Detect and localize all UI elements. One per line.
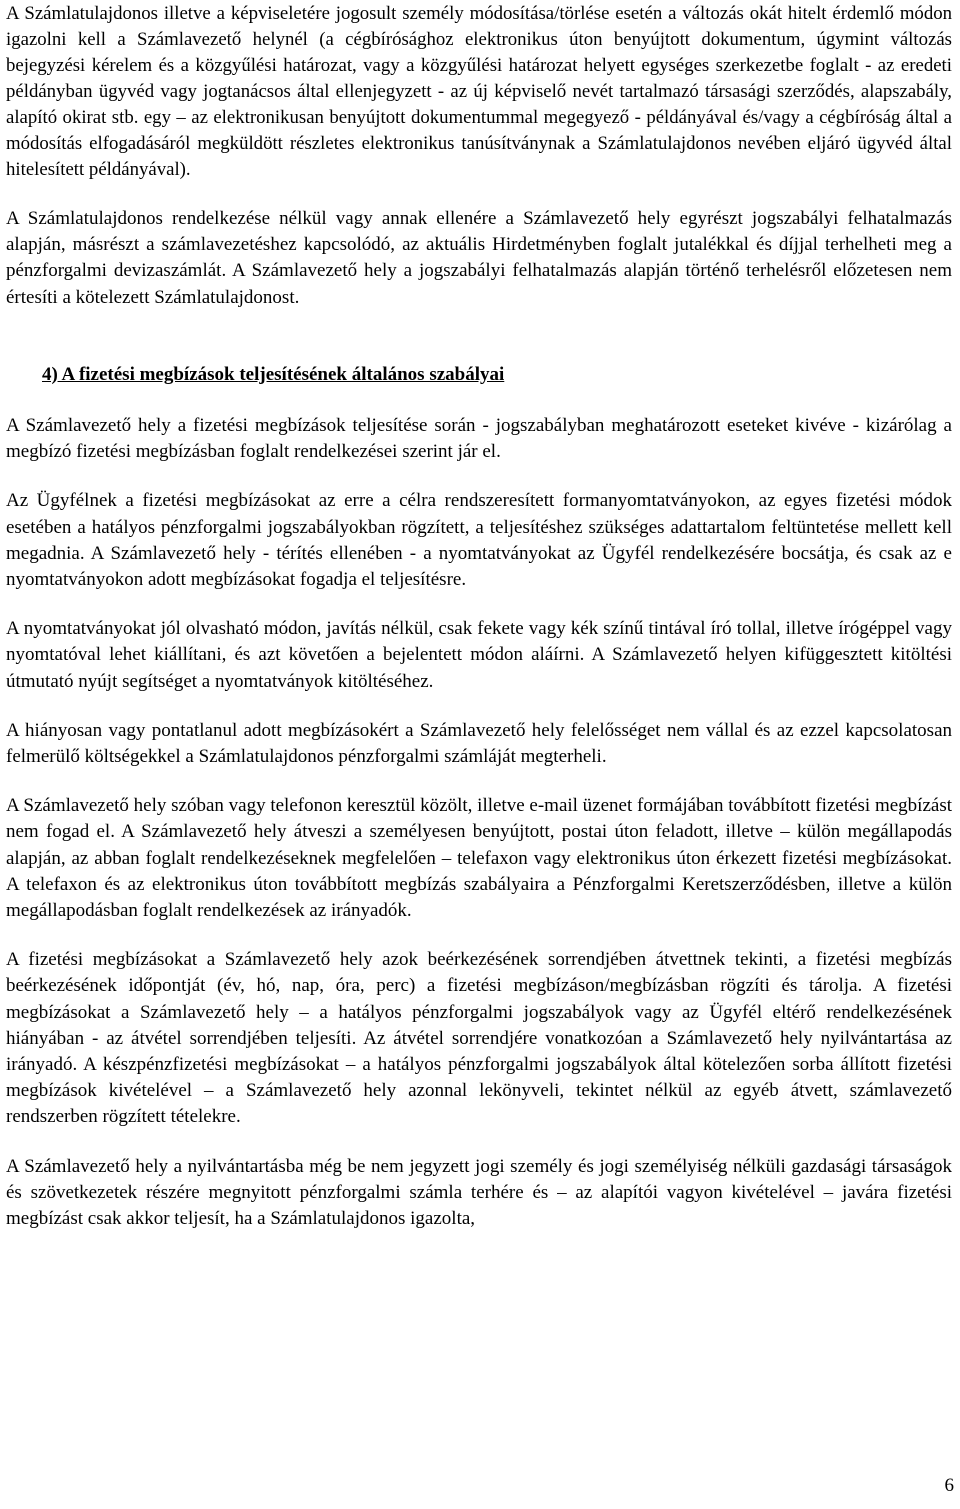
paragraph-liability: A hiányosan vagy pontatlanul adott megbízásokért a Számlavezető hely felelősséget nem vállal és az ezzel kapcsolatosan felmerülő költségekkel a Számlatulajdonos pénzforgalmi számláját megterheli.: [6, 719, 952, 768]
paragraph-unregistered-entities: A Számlavezető hely a nyilvántartásba még be nem jegyzett jogi személy és jogi személyiség nélküli gazdasági társaságok és szövetkezetek részére megnyitott pénzforgalmi számla terhére és – az alapítói vagyon kivételével – javára fizetési megbízást csak akkor teljesít, ha a Számlatulajdonos igazolta,: [6, 1155, 952, 1230]
paragraph-forms: Az Ügyfélnek a fizetési megbízásokat az erre a célra rendszeresített formanyomtatványokon, az egyes fizetési módok esetében a hatályos pénzforgalmi jogszabályokban rögzített, a teljesítéshez szükséges adattartalom feltüntetése mellett kell megadnia. A Számlavezető hely - térítés ellenében - a nyomtatványokat az Ügyfél rendelkezésére bocsátja, és csak az e nyomtatványokon adott megbízásokat fogadja el teljesítésre.: [6, 490, 952, 591]
document-page: [6, 1, 952, 1232]
paragraph-order-sequence: A fizetési megbízásokat a Számlavezető hely azok beérkezésének sorrendjében átvettnek tekinti, a fizetési megbízás beérkezésének időpontját (év, hó, nap, óra, perc) a fizetési megbízáson/megbízásban rögzíti és tárolja. A fizetési megbízásokat a Számlavezető hely – a hatályos pénzforgalmi jogszabályok vagy az Ügyfél eltérő rendelkezésének hiányában - az átvétel sorrendjében teljesíti. Az átvétel sorrendjére vonatkozóan a Számlavezető hely nyilvántartása az irányadó. A készpénzfizetési megbízásokat – a hatályos pénzforgalmi jogszabályok által kötelezően sorba állított fizetési megbízások kivételével – a Számlavezető hely azonnal lekönyveli, tekintet nélkül az egyéb átvett, számlavezető rendszerben rögzített tételekre.: [6, 949, 952, 1128]
section-heading: 4) A fizetési megbízások teljesítésének általános szabályai: [42, 363, 505, 385]
paragraph-submission-channels: A Számlavezető hely szóban vagy telefonon keresztül közölt, illetve e-mail üzenet formájában továbbított fizetési megbízást nem fogad el. A Számlavezető hely átveszi a személyesen benyújtott, postai úton feladott, illetve – külön megállapodás alapján, az abban foglalt rendelkezéseknek megfelelően – telefaxon vagy elektronikus úton érkezett fizetési megbízásokat. A telefaxon és az elektronikus úton továbbított megbízás szabályaira a Pénzforgalmi Keretszerződésben, illetve a külön megállapodásban foglalt rendelkezések az irányadók.: [6, 795, 952, 922]
paragraph-owner-change: A Számlatulajdonos illetve a képviseletére jogosult személy módosítása/törlése esetén a változás okát hitelt érdemlő módon igazolni kell a Számlavezető helynél (a cégbírósághoz elektronikus úton benyújtott dokumentum, úgymint változás bejegyzési kérelem és a közgyűlési határozat, vagy a közgyűlési határozat helyett egységes szerkezetbe foglalt - az eredeti példányban ügyvéd vagy jogtanácsos által ellenjegyzett - az új képviselő nevét tartalmazó társasági szerződés, alapszabály, alapító okirat stb. egy – az elektronikusan benyújtott dokumentummal megegyező - példányával és/vagy a cégbíróság által a módosítás elfogadásáról megküldött részletes elektronikus tanúsítványnak a Számlatulajdonos nevében eljáró ügyvéd által hitelesített példányával).: [6, 3, 952, 180]
paragraph-account-debit: A Számlatulajdonos rendelkezése nélkül vagy annak ellenére a Számlavezető hely egyrészt jogszabályi felhatalmazás alapján, másrészt a számlavezetéshez kapcsolódó, az aktuális Hirdetményben foglalt jutalékkal és díjjal terhelheti meg a pénzforgalmi devizaszámlát. A Számlavezető hely a jogszabályi felhatalmazás alapján történő terhelésről előzetesen nem értesíti a kötelezett Számlatulajdonost.: [6, 208, 952, 308]
page-number: 6: [944, 1475, 954, 1496]
paragraph-form-filling: A nyomtatványokat jól olvasható módon, javítás nélkül, csak fekete vagy kék színű tintával író tollal, illetve írógéppel vagy nyomtatóval lehet kiállítani, és azt követően a bejelentett módon aláírni. A Számlavezető helyen kifüggesztett kitöltési útmutató nyújt segítséget a nyomtatványok kitöltéséhez.: [6, 618, 952, 692]
paragraph-order-execution: A Számlavezető hely a fizetési megbízások teljesítése során - jogszabályban meghatározott eseteket kivéve - kizárólag a megbízó fizetési megbízásban foglalt rendelkezései szerint jár el.: [6, 415, 952, 463]
